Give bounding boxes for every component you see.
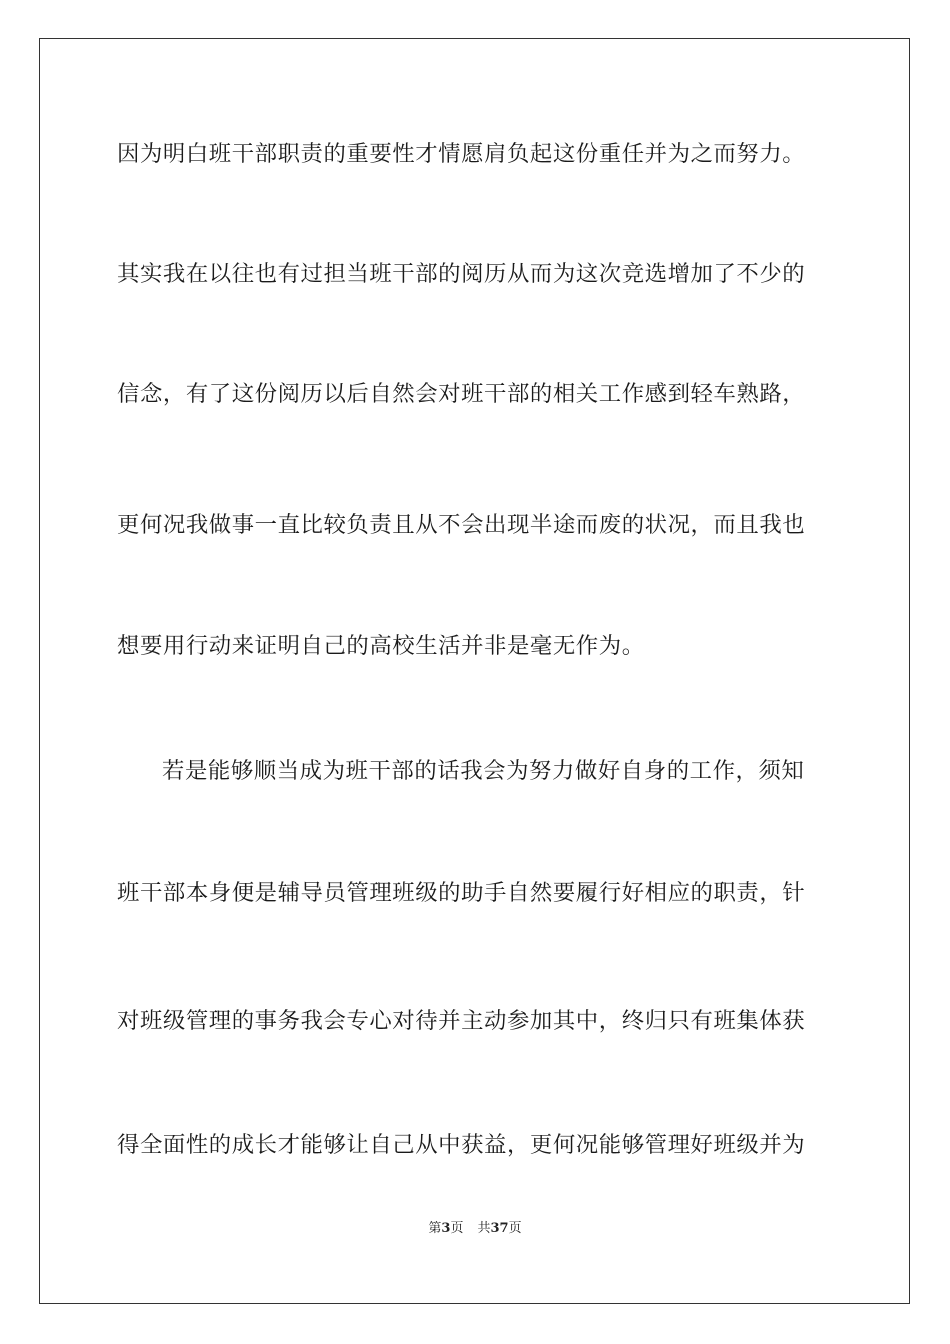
page-prefix: 第 — [428, 1221, 442, 1236]
body-line-1: 因为明白班干部职责的重要性才情愿肩负起这份重任并为之而努力。 — [117, 141, 806, 167]
page-border — [39, 38, 910, 1304]
total-suffix: 页 — [508, 1221, 522, 1236]
body-line-8: 对班级管理的事务我会专心对待并主动参加其中，终归只有班集体获 — [117, 1008, 806, 1034]
page-number: 3 — [441, 1221, 451, 1236]
total-prefix: 共 — [477, 1221, 491, 1236]
body-line-6-paragraph-start: 若是能够顺当成为班干部的话我会为努力做好自身的工作，须知 — [162, 758, 805, 784]
page-suffix: 页 — [450, 1221, 464, 1236]
body-line-3: 信念，有了这份阅历以后自然会对班干部的相关工作感到轻车熟路， — [117, 381, 806, 407]
body-line-2: 其实我在以往也有过担当班干部的阅历从而为这次竞选增加了不少的 — [117, 261, 806, 287]
total-pages: 37 — [490, 1221, 509, 1236]
body-line-7: 班干部本身便是辅导员管理班级的助手自然要履行好相应的职责，针 — [117, 880, 806, 906]
page-footer — [0, 1220, 950, 1238]
body-line-4: 更何况我做事一直比较负责且从不会出现半途而废的状况，而且我也 — [117, 512, 806, 538]
body-line-9: 得全面性的成长才能够让自己从中获益，更何况能够管理好班级并为 — [117, 1132, 806, 1158]
body-line-5: 想要用行动来证明自己的高校生活并非是毫无作为。 — [117, 633, 645, 659]
